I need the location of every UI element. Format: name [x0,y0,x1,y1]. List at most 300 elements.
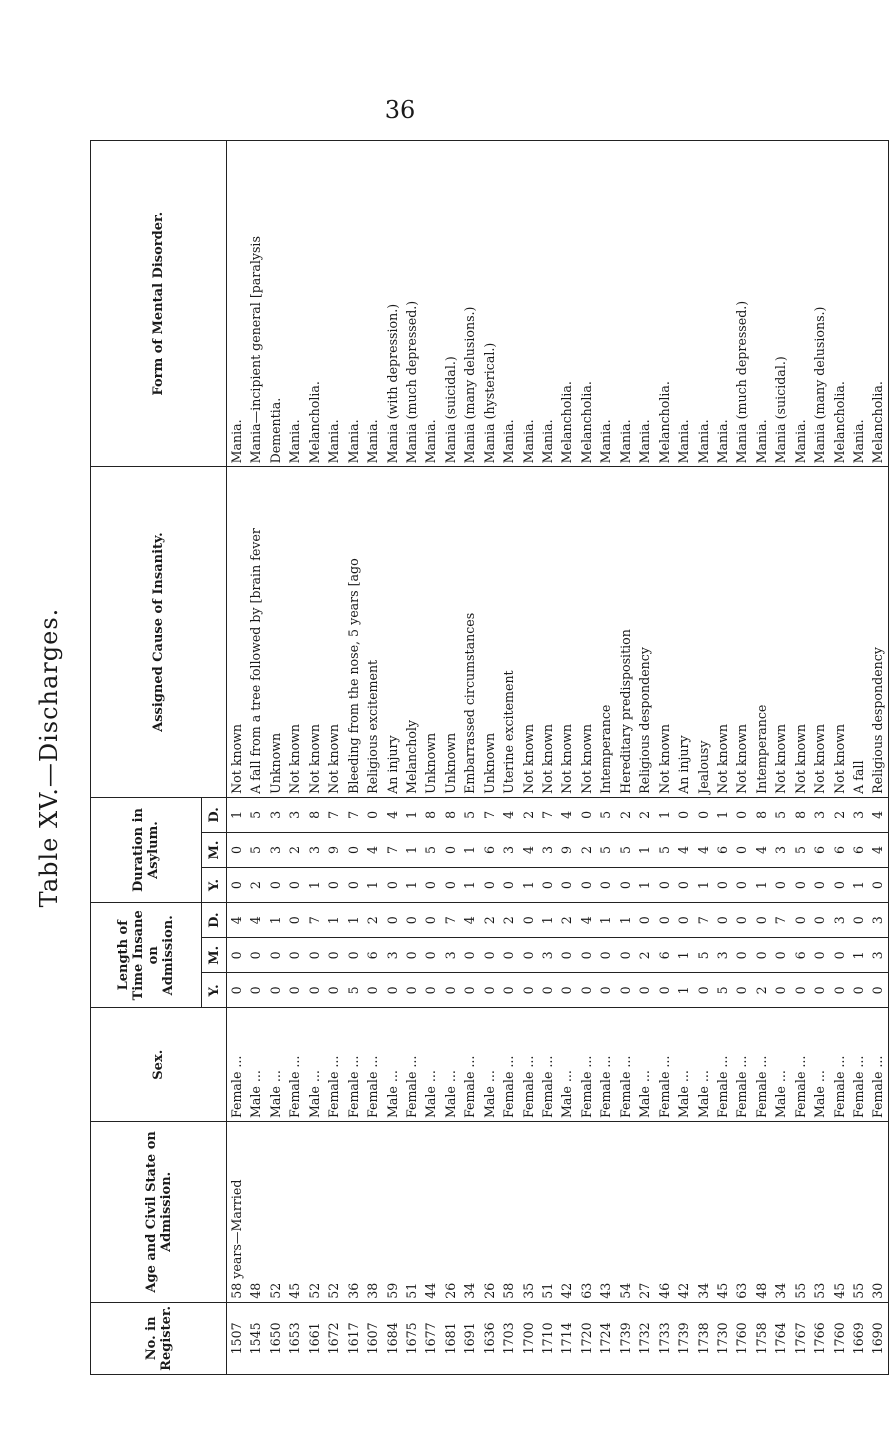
cell-cause: Unknown [423,732,439,794]
cell-cause: Not known [812,723,828,794]
cell-dur-m: 6 [851,845,866,854]
cell-age: 58 years—Married [229,1179,244,1299]
cell-dur-d: 7 [326,810,342,819]
cell-sex: Female ... [656,1055,672,1119]
cell-cause: Bleeding from the nose, 5 years [ago [345,558,361,794]
cell-sex: Female ... [326,1055,342,1119]
cell-reg: 1764 [773,1322,789,1355]
cell-len-d: 0 [656,916,672,925]
cell-len-m: 0 [462,951,478,960]
cell-len-y: 0 [792,986,808,995]
cell-sex: Male ... [559,1070,575,1119]
cell-sex: Female ... [792,1055,808,1119]
cell-len-m: 0 [734,951,750,960]
cell-len-d: 4 [578,916,594,925]
cell-dur-m: 6 [831,845,847,854]
cell-dur-m: 4 [676,845,692,854]
cell-len-y: 0 [365,986,381,995]
cell-reg: 1677 [423,1322,439,1355]
cell-sex: Male ... [423,1070,439,1119]
cell-reg: 1545 [248,1322,264,1355]
cell-reg: 1650 [267,1322,283,1355]
cell-len-d: 0 [423,916,439,925]
cell-len-d: 1 [345,916,361,925]
cell-len-d: 3 [870,916,886,925]
cell-dur-m: 7 [384,845,400,854]
cell-len-m: 0 [326,951,342,960]
cell-age: 51 [540,1282,555,1299]
cell-len-y: 0 [578,986,594,995]
cell-dur-y: 0 [676,881,692,890]
cell-len-d: 2 [559,916,575,925]
cell-form: Mania (many delusions.) [462,306,478,464]
cell-reg: 1767 [792,1322,808,1355]
cell-form: Mania. [676,419,692,464]
cell-age: 34 [695,1282,711,1299]
cell-len-y: 0 [306,986,322,995]
cell-len-d: 0 [384,916,400,925]
subheader-length-d: D. [202,903,227,938]
cell-len-m: 1 [676,951,692,960]
cell-reg: 1758 [753,1322,769,1355]
cell-len-y: 0 [248,986,264,995]
cell-dur-m: 1 [637,845,653,854]
cell-len-d: 0 [287,916,303,925]
cell-len-m: 0 [520,951,536,960]
cell-dur-y: 0 [326,881,342,890]
cell-sex: Male ... [442,1070,458,1119]
cell-len-y: 0 [617,986,633,995]
cell-reg: 1507 [229,1322,244,1355]
cell-cause: Intemperance [598,704,614,794]
cell-sex: Female ... [345,1055,361,1119]
cell-len-y: 0 [481,986,497,995]
cell-cause: Not known [734,723,750,794]
cell-reg: 1669 [851,1322,866,1355]
cell-dur-d: 1 [229,810,244,819]
cell-dur-d: 7 [540,810,555,819]
col-age [227,1122,889,1303]
cell-age: 26 [442,1282,458,1299]
col-length-m [227,938,889,973]
cell-len-d: 4 [248,916,264,925]
cell-len-y: 0 [559,986,575,995]
cell-reg: 1653 [287,1322,303,1355]
cell-dur-m: 3 [540,845,555,854]
cell-dur-y: 0 [559,881,575,890]
cell-dur-y: 1 [365,881,381,890]
cell-len-d: 0 [520,916,536,925]
cell-dur-m: 5 [248,845,264,854]
cell-dur-m: 3 [267,845,283,854]
cell-sex: Female ... [831,1055,847,1119]
cell-reg: 1675 [403,1322,419,1355]
cell-len-y: 0 [656,986,672,995]
cell-len-d: 2 [481,916,497,925]
cell-age: 27 [637,1282,653,1299]
cell-age: 53 [812,1282,828,1299]
cell-len-m: 0 [248,951,264,960]
cell-cause: A fall from a tree followed by [brain fever [248,528,264,794]
cell-reg: 1732 [637,1322,653,1355]
cell-reg: 1691 [462,1322,478,1355]
cell-dur-d: 2 [637,810,653,819]
cell-dur-y: 1 [306,881,322,890]
cell-dur-d: 8 [753,810,769,819]
cell-dur-y: 0 [773,881,789,890]
cell-sex: Female ... [851,1055,866,1119]
cell-len-y: 0 [831,986,847,995]
cell-form: Melancholia. [306,381,322,464]
header-duration: Duration in Asylum. [91,797,202,902]
cell-cause: Not known [831,723,847,794]
subheader-duration-m: M. [202,832,227,867]
cell-reg: 1766 [812,1322,828,1355]
cell-cause: A fall [851,760,866,794]
cell-dur-d: 2 [520,810,536,819]
header-register: No. in Register. [91,1302,227,1374]
cell-len-y: 0 [812,986,828,995]
cell-dur-m: 2 [287,845,303,854]
cell-len-y: 0 [637,986,653,995]
cell-sex: Male ... [812,1070,828,1119]
cell-len-d: 0 [812,916,828,925]
cell-len-m: 0 [501,951,517,960]
cell-age: 38 [365,1282,381,1299]
cell-dur-m: 9 [326,845,342,854]
cell-sex: Male ... [248,1070,264,1119]
cell-dur-y: 0 [229,881,244,890]
cell-len-y: 5 [345,986,361,995]
cell-dur-d: 5 [462,810,478,819]
cell-sex: Female ... [578,1055,594,1119]
cell-sex: Female ... [229,1055,244,1119]
cell-dur-m: 1 [403,845,419,854]
cell-len-m: 0 [423,951,439,960]
cell-dur-y: 1 [462,881,478,890]
cell-len-y: 0 [423,986,439,995]
cell-form: Melancholia. [870,381,886,464]
cell-len-y: 1 [676,986,692,995]
cell-len-d: 7 [773,916,789,925]
cell-dur-y: 1 [695,881,711,890]
col-form [227,141,889,467]
cell-sex: Female ... [501,1055,517,1119]
cell-dur-m: 0 [734,845,750,854]
cell-len-y: 0 [442,986,458,995]
cell-dur-m: 3 [501,845,517,854]
cell-cause: Unknown [267,732,283,794]
cell-age: 52 [306,1282,322,1299]
cell-form: Mania. [753,419,769,464]
cell-dur-m: 5 [792,845,808,854]
cell-form: Mania (hysterical.) [481,342,497,464]
cell-cause: Melancholy [403,719,419,794]
cell-len-d: 0 [851,916,866,925]
cell-age: 52 [267,1282,283,1299]
page-number: 36 [384,96,416,124]
cell-dur-y: 0 [442,881,458,890]
cell-reg: 1684 [384,1322,400,1355]
cell-len-m: 0 [598,951,614,960]
cell-cause: Not known [229,723,244,794]
cell-dur-d: 0 [695,810,711,819]
col-sex [227,1008,889,1122]
cell-dur-y: 0 [831,881,847,890]
cell-dur-d: 0 [676,810,692,819]
header-sex: Sex. [91,1008,227,1122]
cell-dur-d: 8 [423,810,439,819]
cell-sex: Female ... [617,1055,633,1119]
cell-sex: Female ... [462,1055,478,1119]
cell-age: 45 [831,1282,847,1299]
cell-sex: Male ... [637,1070,653,1119]
cell-age: 42 [559,1282,575,1299]
cell-len-y: 0 [598,986,614,995]
cell-reg: 1724 [598,1322,614,1355]
cell-dur-y: 0 [714,881,730,890]
cell-form: Mania. [365,419,381,464]
cell-dur-m: 5 [656,845,672,854]
cell-sex: Male ... [773,1070,789,1119]
cell-age: 52 [326,1282,342,1299]
cell-dur-m: 1 [462,845,478,854]
cell-reg: 1607 [365,1322,381,1355]
cell-dur-y: 0 [578,881,594,890]
cell-len-d: 4 [462,916,478,925]
cell-form: Mania. [695,419,711,464]
rotated-table-region [35,140,886,1375]
cell-len-d: 1 [617,916,633,925]
cell-reg: 1703 [501,1322,517,1355]
cell-form: Melancholia. [656,381,672,464]
cell-age: 63 [578,1282,594,1299]
cell-len-d: 1 [326,916,342,925]
col-duration-m [227,832,889,867]
cell-len-m: 0 [831,951,847,960]
cell-len-m: 0 [267,951,283,960]
cell-dur-y: 0 [345,881,361,890]
cell-cause: Not known [520,723,536,794]
cell-age: 54 [617,1282,633,1299]
cell-age: 45 [287,1282,303,1299]
cell-dur-d: 5 [598,810,614,819]
cell-form: Mania (much depressed.) [403,300,419,464]
cell-len-m: 0 [306,951,322,960]
cell-cause: Not known [559,723,575,794]
cell-len-y: 0 [326,986,342,995]
cell-age: 55 [792,1282,808,1299]
subheader-length-m: M. [202,938,227,973]
cell-form: Mania. [326,419,342,464]
cell-dur-y: 1 [637,881,653,890]
cell-dur-y: 0 [812,881,828,890]
cell-sex: Female ... [714,1055,730,1119]
cell-dur-d: 1 [403,810,419,819]
cell-reg: 1672 [326,1322,342,1355]
cell-sex: Male ... [481,1070,497,1119]
cell-age: 30 [870,1282,886,1299]
cell-len-y: 0 [384,986,400,995]
cell-form: Mania. [540,419,555,464]
col-length-y [227,973,889,1008]
cell-len-y: 0 [540,986,555,995]
cell-dur-m: 6 [481,845,497,854]
cell-dur-y: 1 [520,881,536,890]
cell-sex: Male ... [676,1070,692,1119]
header-cause: Assigned Cause of Insanity. [91,467,227,797]
cell-len-y: 0 [695,986,711,995]
cell-dur-y: 2 [248,881,264,890]
cell-reg: 1739 [617,1322,633,1355]
cell-dur-d: 8 [306,810,322,819]
cell-len-m: 0 [559,951,575,960]
cell-dur-d: 5 [248,810,264,819]
cell-cause: Not known [773,723,789,794]
cell-cause: Intemperance [753,704,769,794]
cell-len-y: 0 [734,986,750,995]
cell-dur-d: 8 [442,810,458,819]
cell-sex: Female ... [734,1055,750,1119]
cell-age: 46 [656,1282,672,1299]
cell-cause: Not known [326,723,342,794]
cell-dur-d: 8 [792,810,808,819]
cell-len-d: 7 [695,916,711,925]
cell-form: Mania—incipient general [paralysis [248,236,264,464]
cell-dur-m: 4 [695,845,711,854]
cell-len-m: 0 [812,951,828,960]
cell-len-m: 3 [384,951,400,960]
cell-cause: Religious despondency [637,647,653,794]
cell-dur-d: 7 [481,810,497,819]
cell-cause: Religious despondency [870,647,886,794]
cell-form: Mania. [423,419,439,464]
cell-reg: 1617 [345,1322,361,1355]
cell-dur-m: 3 [773,845,789,854]
cell-age: 43 [598,1282,614,1299]
cell-dur-m: 0 [229,845,244,854]
cell-age: 48 [753,1282,769,1299]
cell-dur-m: 3 [306,845,322,854]
cell-dur-d: 0 [578,810,594,819]
cell-dur-y: 0 [792,881,808,890]
cell-len-y: 0 [267,986,283,995]
cell-cause: An injury [676,735,692,794]
cell-dur-d: 4 [501,810,517,819]
cell-dur-y: 0 [734,881,750,890]
cell-len-d: 7 [306,916,322,925]
cell-form: Mania. [229,419,244,464]
cell-reg: 1714 [559,1322,575,1355]
cell-len-y: 0 [870,986,886,995]
cell-dur-y: 0 [501,881,517,890]
cell-reg: 1710 [540,1322,555,1355]
cell-cause: Uterine excitement [501,670,517,794]
cell-len-y: 0 [287,986,303,995]
cell-dur-y: 0 [617,881,633,890]
cell-len-m: 0 [229,951,244,960]
cell-len-d: 0 [403,916,419,925]
cell-len-y: 0 [229,986,244,995]
cell-form: Mania. [520,419,536,464]
cell-dur-m: 4 [365,845,381,854]
cell-len-m: 1 [851,951,866,960]
cell-dur-d: 3 [287,810,303,819]
cell-reg: 1690 [870,1322,886,1355]
cell-reg: 1661 [306,1322,322,1355]
cell-len-m: 0 [481,951,497,960]
cell-age: 34 [462,1282,478,1299]
cell-sex: Female ... [403,1055,419,1119]
cell-age: 44 [423,1282,439,1299]
cell-cause: Not known [656,723,672,794]
cell-len-d: 0 [792,916,808,925]
cell-len-y: 0 [403,986,419,995]
cell-dur-m: 6 [812,845,828,854]
cell-len-y: 0 [520,986,536,995]
cell-len-m: 0 [345,951,361,960]
cell-form: Melancholia. [831,381,847,464]
cell-dur-d: 4 [559,810,575,819]
cell-dur-m: 4 [753,845,769,854]
cell-dur-y: 1 [403,881,419,890]
cell-len-m: 3 [714,951,730,960]
subheader-duration-d: D. [202,797,227,832]
cell-sex: Female ... [287,1055,303,1119]
col-cause [227,467,889,797]
cell-age: 36 [345,1282,361,1299]
cell-len-m: 0 [773,951,789,960]
cell-dur-y: 0 [384,881,400,890]
cell-cause: Unknown [442,732,458,794]
cell-len-m: 0 [578,951,594,960]
cell-dur-m: 4 [520,845,536,854]
table-title: Table XV.—Discharges. [35,607,63,908]
cell-sex: Female ... [520,1055,536,1119]
cell-len-d: 7 [442,916,458,925]
cell-dur-m: 6 [714,845,730,854]
cell-age: 59 [384,1282,400,1299]
cell-len-d: 1 [598,916,614,925]
col-register [227,1302,889,1374]
cell-dur-y: 0 [598,881,614,890]
cell-len-d: 0 [676,916,692,925]
cell-age: 34 [773,1282,789,1299]
cell-cause: Not known [306,723,322,794]
cell-form: Mania. [851,419,866,464]
cell-dur-d: 3 [812,810,828,819]
cell-cause: An injury [384,735,400,794]
cell-len-m: 0 [287,951,303,960]
cell-len-d: 1 [540,916,555,925]
cell-dur-d: 2 [831,810,847,819]
cell-dur-d: 0 [734,810,750,819]
cell-len-m: 5 [695,951,711,960]
cell-len-m: 0 [753,951,769,960]
cell-age: 63 [734,1282,750,1299]
cell-age: 51 [403,1282,419,1299]
cell-len-d: 4 [229,916,244,925]
cell-reg: 1733 [656,1322,672,1355]
cell-len-y: 0 [462,986,478,995]
cell-age: 26 [481,1282,497,1299]
cell-cause: Religious excitement [365,659,381,794]
cell-cause: Not known [714,723,730,794]
cell-form: Mania. [792,419,808,464]
cell-len-m: 3 [870,951,886,960]
cell-sex: Female ... [365,1055,381,1119]
cell-len-d: 0 [753,916,769,925]
